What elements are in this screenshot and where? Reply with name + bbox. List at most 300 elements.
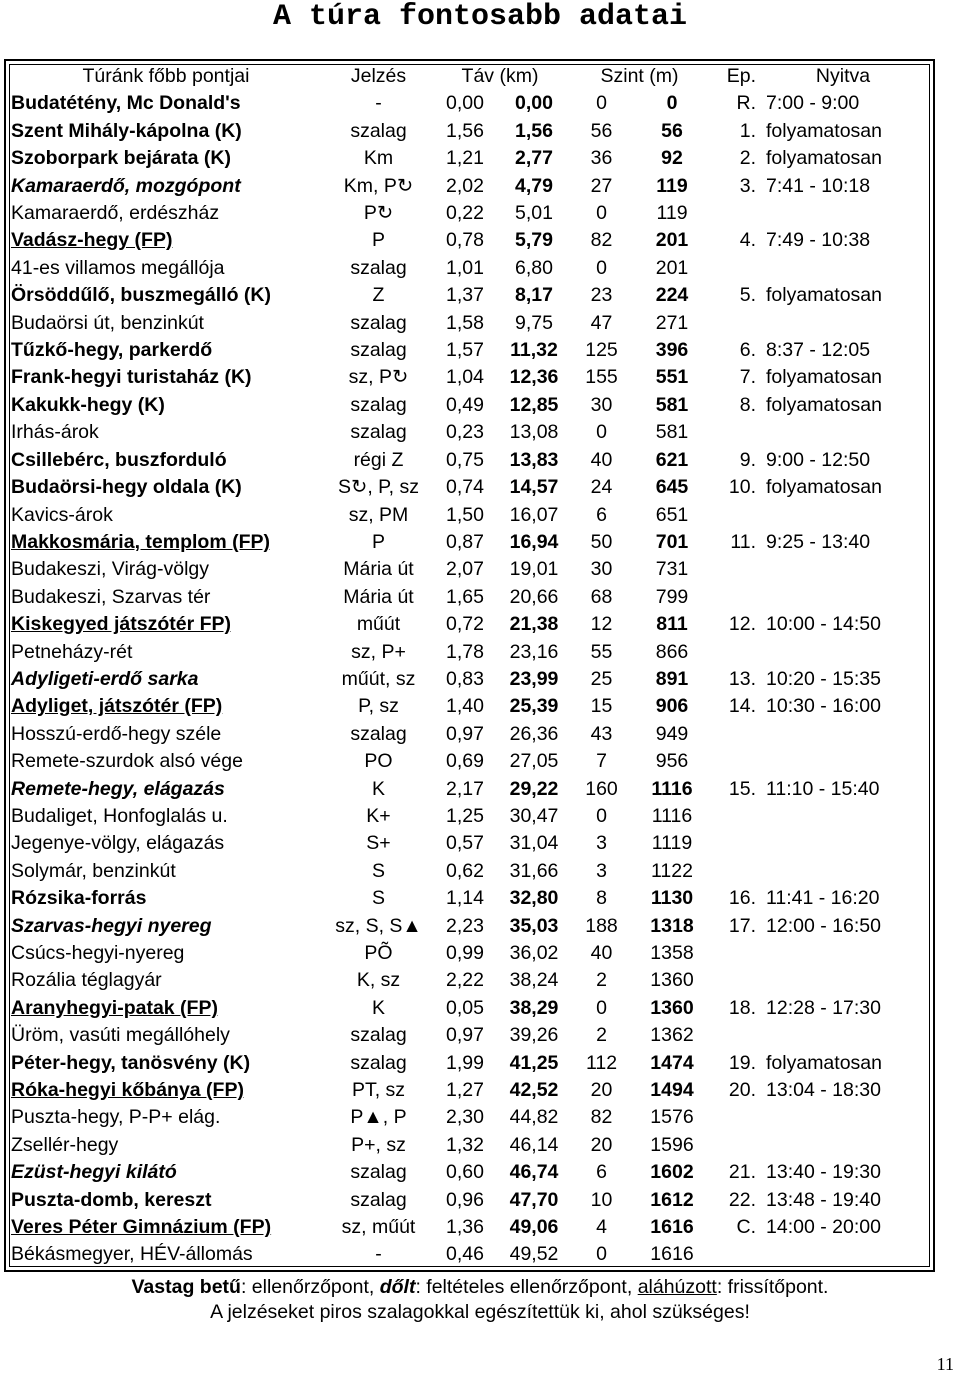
climb-cell: 47 bbox=[590, 311, 613, 334]
point-name: Jegenye-völgy, elágazás bbox=[11, 832, 225, 855]
open-hours-cell: folyamatosan bbox=[766, 476, 882, 499]
cumulative-climb-cell: 92 bbox=[661, 147, 683, 170]
sign-cell: szalag bbox=[350, 256, 407, 279]
point-name: Róka-hegyi kőbánya (FP) bbox=[11, 1079, 244, 1102]
point-name: Budaliget, Honfoglalás u. bbox=[11, 804, 228, 827]
distance-cell: 1,01 bbox=[446, 256, 484, 279]
sign-cell: P, sz bbox=[358, 695, 399, 718]
sign-cell: P▲, P bbox=[350, 1106, 407, 1129]
point-name: Petneházy-rét bbox=[11, 640, 133, 663]
cumulative-distance-cell: 49,06 bbox=[509, 1216, 559, 1239]
cumulative-climb-cell: 701 bbox=[655, 530, 689, 553]
header-checkpoint: Ep. bbox=[726, 65, 756, 87]
table-row bbox=[6, 666, 926, 693]
cumulative-climb-cell: 1474 bbox=[650, 1051, 694, 1074]
climb-cell: 0 bbox=[596, 256, 607, 279]
open-hours-cell: 8:37 - 12:05 bbox=[766, 339, 871, 362]
cumulative-climb-cell: 651 bbox=[655, 503, 689, 526]
cumulative-climb-cell: 1602 bbox=[650, 1161, 694, 1184]
cumulative-distance-cell: 14,57 bbox=[509, 476, 559, 499]
distance-cell: 2,30 bbox=[446, 1106, 484, 1129]
distance-cell: 1,56 bbox=[446, 119, 484, 142]
sign-cell: műút bbox=[356, 613, 401, 636]
distance-cell: 2,23 bbox=[446, 914, 484, 937]
cumulative-climb-cell: 119 bbox=[656, 202, 688, 225]
sign-cell: szalag bbox=[350, 1051, 407, 1074]
open-hours-cell: folyamatosan bbox=[766, 366, 882, 389]
table-row bbox=[6, 967, 926, 994]
cumulative-distance-cell: 12,85 bbox=[509, 393, 559, 416]
table-row bbox=[6, 474, 926, 501]
page-title: A túra fontosabb adatai bbox=[272, 0, 688, 34]
climb-cell: 55 bbox=[590, 640, 613, 663]
cumulative-distance-cell: 23,99 bbox=[509, 667, 559, 690]
checkpoint-cell bbox=[710, 1022, 760, 1049]
climb-cell: 40 bbox=[590, 942, 613, 964]
checkpoint-cell bbox=[710, 858, 760, 885]
distance-cell: 1,99 bbox=[446, 1051, 484, 1074]
cumulative-distance-cell: 13,83 bbox=[509, 448, 559, 471]
cumulative-distance-cell: 2,77 bbox=[515, 147, 553, 170]
open-hours-cell: 12:28 - 17:30 bbox=[766, 996, 881, 1019]
cumulative-distance-cell: 25,39 bbox=[509, 695, 559, 718]
climb-cell: 10 bbox=[590, 1188, 613, 1211]
legend-bold-term: Vastag betű bbox=[131, 1276, 241, 1298]
cumulative-distance-cell: 47,70 bbox=[509, 1188, 559, 1211]
open-hours-cell bbox=[760, 803, 926, 830]
open-hours-cell bbox=[760, 255, 926, 282]
header-distance: Táv (km) bbox=[461, 65, 539, 87]
distance-cell: 1,58 bbox=[446, 311, 484, 334]
cumulative-distance-cell: 46,74 bbox=[509, 1161, 559, 1184]
cumulative-distance-cell: 4,79 bbox=[515, 174, 553, 197]
open-hours-cell: folyamatosan bbox=[766, 119, 882, 142]
open-hours-cell: 14:00 - 20:00 bbox=[766, 1216, 881, 1239]
table-row bbox=[6, 913, 926, 940]
cumulative-climb-cell: 1318 bbox=[650, 914, 694, 937]
sign-cell: K+ bbox=[366, 804, 391, 827]
table-row bbox=[6, 310, 926, 337]
table-row bbox=[6, 227, 926, 254]
checkpoint-cell bbox=[710, 502, 760, 529]
table-row bbox=[6, 1022, 926, 1049]
sign-cell: szalag bbox=[350, 1188, 407, 1211]
sign-cell: sz, P+ bbox=[351, 640, 406, 663]
table-row bbox=[6, 502, 926, 529]
open-hours-cell bbox=[760, 419, 926, 446]
sign-cell: P bbox=[371, 229, 385, 252]
point-name: Budaörsi út, benzinkút bbox=[11, 311, 204, 334]
cumulative-climb-cell: 581 bbox=[655, 421, 689, 444]
cumulative-distance-cell: 46,14 bbox=[509, 1133, 559, 1156]
cumulative-climb-cell: 891 bbox=[655, 667, 689, 690]
table-row bbox=[6, 419, 926, 446]
checkpoint-cell bbox=[710, 556, 760, 583]
climb-cell: 188 bbox=[585, 914, 618, 937]
sign-cell: K bbox=[371, 777, 385, 800]
sign-cell: szalag bbox=[350, 722, 407, 745]
checkpoint-cell bbox=[710, 1241, 760, 1268]
sign-cell: K bbox=[371, 996, 385, 1019]
legend-underline-term: aláhúzott bbox=[637, 1276, 717, 1298]
point-name: Budaörsi-hegy oldala (K) bbox=[11, 476, 242, 499]
point-name: Adyligeti-erdő sarka bbox=[11, 667, 199, 690]
open-hours-cell: folyamatosan bbox=[766, 284, 882, 307]
checkpoint-cell: 15. bbox=[728, 777, 756, 800]
point-name: Vadász-hegy (FP) bbox=[11, 229, 173, 252]
climb-cell: 3 bbox=[596, 859, 607, 882]
point-name: Tűzkő-hegy, parkerdő bbox=[11, 339, 213, 362]
point-name: Ezüst-hegyi kilátó bbox=[11, 1161, 177, 1184]
cumulative-climb-cell: 1130 bbox=[650, 887, 694, 910]
table-row bbox=[6, 1077, 926, 1104]
climb-cell: 30 bbox=[590, 558, 613, 581]
header-sign: Jelzés bbox=[350, 65, 407, 87]
table-row bbox=[6, 1241, 926, 1268]
sign-cell: - bbox=[375, 92, 382, 115]
cumulative-distance-cell: 36,02 bbox=[509, 942, 559, 964]
cumulative-distance-cell: 5,79 bbox=[515, 229, 553, 252]
sign-cell: sz, PM bbox=[348, 503, 409, 526]
climb-cell: 20 bbox=[590, 1133, 613, 1156]
sign-cell: sz, P↻ bbox=[348, 366, 409, 389]
distance-cell: 1,14 bbox=[446, 887, 484, 910]
point-name: Hosszú-erdő-hegy széle bbox=[11, 722, 222, 745]
point-name: Péter-hegy, tanösvény (K) bbox=[11, 1051, 251, 1074]
sign-cell: szalag bbox=[350, 393, 407, 416]
table-row bbox=[6, 803, 926, 830]
sign-cell: régi Z bbox=[353, 448, 404, 471]
checkpoint-cell: 20. bbox=[728, 1079, 756, 1102]
point-name: Zsellér-hegy bbox=[11, 1133, 119, 1156]
checkpoint-cell bbox=[710, 967, 760, 994]
distance-cell: 0,22 bbox=[446, 202, 484, 225]
checkpoint-cell bbox=[710, 639, 760, 666]
open-hours-cell: 7:41 - 10:18 bbox=[766, 174, 871, 197]
open-hours-cell: 9:00 - 12:50 bbox=[766, 448, 871, 471]
climb-cell: 4 bbox=[596, 1216, 607, 1239]
cumulative-distance-cell: 23,16 bbox=[509, 640, 559, 663]
sign-cell: - bbox=[375, 1243, 382, 1266]
open-hours-cell bbox=[760, 748, 926, 775]
sign-cell: sz, S, S▲ bbox=[335, 914, 422, 937]
checkpoint-cell: 12. bbox=[728, 613, 756, 636]
open-hours-cell bbox=[760, 1132, 926, 1159]
table-row bbox=[6, 611, 926, 638]
table-row bbox=[6, 282, 926, 309]
sign-cell: Mária út bbox=[343, 585, 414, 608]
table-row bbox=[6, 885, 926, 912]
cumulative-distance-cell: 26,36 bbox=[509, 722, 559, 745]
cumulative-climb-cell: 1360 bbox=[650, 969, 694, 992]
open-hours-cell: 13:40 - 19:30 bbox=[766, 1161, 881, 1184]
sign-cell: szalag bbox=[350, 339, 407, 362]
table-row bbox=[6, 1187, 926, 1214]
cumulative-climb-cell: 621 bbox=[655, 448, 689, 471]
climb-cell: 2 bbox=[596, 969, 607, 992]
cumulative-distance-cell: 38,29 bbox=[509, 996, 559, 1019]
table-row bbox=[6, 255, 926, 282]
cumulative-distance-cell: 5,01 bbox=[515, 202, 553, 225]
open-hours-cell bbox=[760, 584, 926, 611]
checkpoint-cell: 13. bbox=[728, 667, 756, 690]
sign-cell: S↻, P, sz bbox=[337, 476, 419, 499]
distance-cell: 0,00 bbox=[446, 92, 484, 115]
table-row bbox=[6, 693, 926, 720]
open-hours-cell: 11:41 - 16:20 bbox=[766, 887, 880, 910]
climb-cell: 40 bbox=[590, 448, 613, 471]
checkpoint-cell bbox=[710, 940, 760, 967]
open-hours-cell bbox=[760, 830, 926, 857]
legend-bold-desc: : ellenőrzőpont, bbox=[240, 1276, 380, 1298]
sign-cell: K, sz bbox=[356, 969, 401, 992]
distance-cell: 2,02 bbox=[446, 174, 484, 197]
point-name: Rozália téglagyár bbox=[11, 969, 162, 992]
climb-cell: 12 bbox=[590, 613, 613, 636]
checkpoint-cell bbox=[710, 419, 760, 446]
header-points: Túránk főbb pontjai bbox=[82, 65, 250, 87]
point-name: Adyliget, játszótér (FP) bbox=[11, 695, 223, 718]
point-name: Frank-hegyi turistaház (K) bbox=[11, 366, 252, 389]
checkpoint-cell: 10. bbox=[728, 476, 756, 499]
table-row bbox=[6, 748, 926, 775]
climb-cell: 30 bbox=[590, 393, 613, 416]
checkpoint-cell: 5. bbox=[739, 284, 756, 307]
checkpoint-cell bbox=[710, 748, 760, 775]
table-row bbox=[6, 200, 926, 227]
cumulative-climb-cell: 224 bbox=[655, 284, 689, 307]
point-name: Kakukk-hegy (K) bbox=[11, 393, 165, 416]
open-hours-cell bbox=[760, 1104, 926, 1131]
cumulative-climb-cell: 1596 bbox=[650, 1133, 694, 1156]
distance-cell: 1,65 bbox=[446, 585, 484, 608]
climb-cell: 160 bbox=[585, 777, 618, 800]
cumulative-climb-cell: 1616 bbox=[650, 1243, 694, 1266]
open-hours-cell bbox=[760, 1241, 926, 1268]
open-hours-cell: 11:10 - 15:40 bbox=[766, 777, 880, 800]
cumulative-climb-cell: 731 bbox=[655, 558, 689, 581]
point-name: Szarvas-hegyi nyereg bbox=[11, 914, 212, 937]
cumulative-climb-cell: 1616 bbox=[650, 1216, 694, 1239]
table-row bbox=[6, 556, 926, 583]
checkpoint-cell bbox=[710, 200, 760, 227]
sign-cell: Z bbox=[372, 284, 385, 307]
cumulative-distance-cell: 16,94 bbox=[509, 530, 559, 553]
distance-cell: 0,57 bbox=[446, 832, 484, 855]
table-row bbox=[6, 639, 926, 666]
distance-cell: 0,96 bbox=[446, 1188, 484, 1211]
open-hours-cell bbox=[760, 858, 926, 885]
checkpoint-cell: 1. bbox=[739, 119, 756, 142]
sign-cell: sz, műút bbox=[341, 1216, 416, 1239]
cumulative-climb-cell: 201 bbox=[655, 256, 689, 279]
cumulative-distance-cell: 32,80 bbox=[509, 887, 559, 910]
table-row bbox=[6, 995, 926, 1022]
climb-cell: 82 bbox=[590, 1106, 613, 1129]
cumulative-distance-cell: 30,47 bbox=[509, 804, 559, 827]
cumulative-distance-cell: 27,05 bbox=[509, 750, 559, 773]
cumulative-climb-cell: 1576 bbox=[650, 1106, 694, 1129]
cumulative-distance-cell: 35,03 bbox=[509, 914, 559, 937]
checkpoint-cell: 11. bbox=[730, 530, 756, 553]
sign-cell: P↻ bbox=[363, 202, 394, 225]
open-hours-cell: folyamatosan bbox=[766, 393, 882, 416]
cumulative-climb-cell: 645 bbox=[655, 476, 689, 499]
cumulative-climb-cell: 906 bbox=[655, 695, 689, 718]
table-row bbox=[6, 830, 926, 857]
cumulative-distance-cell: 20,66 bbox=[509, 585, 559, 608]
open-hours-cell: 13:48 - 19:40 bbox=[766, 1188, 881, 1211]
open-hours-cell bbox=[760, 639, 926, 666]
climb-cell: 68 bbox=[590, 585, 613, 608]
open-hours-cell: 12:00 - 16:50 bbox=[766, 914, 881, 937]
cumulative-distance-cell: 29,22 bbox=[509, 777, 559, 800]
distance-cell: 0,49 bbox=[446, 393, 484, 416]
climb-cell: 0 bbox=[596, 421, 607, 444]
point-name: Szoborpark bejárata (K) bbox=[11, 147, 231, 170]
checkpoint-cell: 7. bbox=[739, 366, 756, 389]
cumulative-climb-cell: 811 bbox=[656, 613, 688, 636]
point-name: Kamaraerdő, erdészház bbox=[11, 202, 220, 225]
sign-cell: Km, P↻ bbox=[343, 174, 414, 197]
point-name: Remete-hegy, elágazás bbox=[11, 777, 225, 800]
cumulative-climb-cell: 1116 bbox=[651, 777, 693, 800]
distance-cell: 2,07 bbox=[446, 558, 484, 581]
distance-cell: 1,25 bbox=[446, 804, 484, 827]
distance-cell: 1,57 bbox=[446, 339, 484, 362]
cumulative-climb-cell: 56 bbox=[661, 119, 683, 142]
point-name: Aranyhegyi-patak (FP) bbox=[11, 996, 218, 1019]
point-name: Örsöddűlő, buszmegálló (K) bbox=[11, 284, 272, 307]
table-row bbox=[6, 447, 926, 474]
cumulative-distance-cell: 9,75 bbox=[515, 311, 553, 334]
cumulative-distance-cell: 19,01 bbox=[509, 558, 559, 581]
table-row bbox=[6, 1214, 926, 1241]
sign-cell: szalag bbox=[350, 311, 407, 334]
cumulative-distance-cell: 1,56 bbox=[515, 119, 553, 142]
point-name: Csillebérc, buszforduló bbox=[11, 448, 227, 471]
point-name: Rózsika-forrás bbox=[11, 887, 147, 910]
table-row bbox=[6, 90, 926, 117]
climb-cell: 0 bbox=[596, 1243, 607, 1266]
header-climb: Szint (m) bbox=[600, 65, 679, 87]
cumulative-distance-cell: 41,25 bbox=[509, 1051, 559, 1074]
cumulative-climb-cell: 1358 bbox=[650, 942, 694, 964]
distance-cell: 0,78 bbox=[446, 229, 484, 252]
page-number: 11 bbox=[936, 1354, 954, 1374]
checkpoint-cell: 9. bbox=[739, 448, 756, 471]
checkpoint-cell bbox=[710, 255, 760, 282]
cumulative-climb-cell: 1122 bbox=[651, 859, 693, 882]
checkpoint-cell bbox=[710, 830, 760, 857]
distance-cell: 2,22 bbox=[446, 969, 484, 992]
climb-cell: 0 bbox=[596, 804, 607, 827]
point-name: Solymár, benzinkút bbox=[11, 859, 176, 882]
cumulative-climb-cell: 0 bbox=[666, 92, 678, 115]
distance-cell: 0,75 bbox=[446, 448, 484, 471]
table-row bbox=[6, 529, 926, 556]
checkpoint-cell: 19. bbox=[728, 1051, 756, 1074]
cumulative-distance-cell: 31,66 bbox=[509, 859, 559, 882]
climb-cell: 43 bbox=[590, 722, 613, 745]
climb-cell: 2 bbox=[596, 1024, 607, 1047]
cumulative-climb-cell: 1362 bbox=[650, 1024, 694, 1047]
cumulative-distance-cell: 11,32 bbox=[510, 339, 558, 362]
climb-cell: 8 bbox=[596, 887, 607, 910]
distance-cell: 1,50 bbox=[446, 503, 484, 526]
climb-cell: 7 bbox=[596, 750, 607, 773]
sign-cell: szalag bbox=[350, 1024, 407, 1047]
cumulative-distance-cell: 21,38 bbox=[509, 613, 559, 636]
open-hours-cell bbox=[760, 1022, 926, 1049]
distance-cell: 0,99 bbox=[446, 942, 484, 964]
open-hours-cell bbox=[760, 967, 926, 994]
cumulative-climb-cell: 1360 bbox=[650, 996, 694, 1019]
table-row bbox=[6, 173, 926, 200]
cumulative-distance-cell: 13,08 bbox=[509, 421, 559, 444]
table-row bbox=[6, 1159, 926, 1186]
climb-cell: 15 bbox=[590, 695, 613, 718]
cumulative-distance-cell: 39,26 bbox=[509, 1024, 559, 1047]
open-hours-cell bbox=[760, 556, 926, 583]
legend-italic-term: dőlt bbox=[379, 1276, 416, 1298]
legend-note: A jelzéseket piros szalagokkal egészítettük ki, ahol szükséges! bbox=[210, 1301, 750, 1323]
climb-cell: 25 bbox=[590, 667, 613, 690]
sign-cell: P bbox=[371, 530, 385, 553]
cumulative-distance-cell: 6,80 bbox=[515, 256, 553, 279]
cumulative-distance-cell: 8,17 bbox=[515, 284, 553, 307]
cumulative-climb-cell: 119 bbox=[656, 174, 688, 197]
legend-line bbox=[0, 1275, 960, 1300]
distance-cell: 1,27 bbox=[446, 1079, 484, 1102]
climb-cell: 50 bbox=[590, 530, 613, 553]
cumulative-climb-cell: 949 bbox=[655, 722, 689, 745]
checkpoint-cell: 8. bbox=[739, 393, 756, 416]
distance-cell: 0,87 bbox=[446, 530, 484, 553]
climb-cell: 23 bbox=[590, 284, 613, 307]
checkpoint-cell: 21. bbox=[728, 1161, 756, 1184]
climb-cell: 0 bbox=[596, 202, 607, 225]
climb-cell: 82 bbox=[590, 229, 613, 252]
open-hours-cell: 9:25 - 13:40 bbox=[766, 530, 871, 553]
open-hours-cell: 10:20 - 15:35 bbox=[766, 667, 881, 690]
checkpoint-cell: 17. bbox=[728, 914, 756, 937]
checkpoint-cell: R. bbox=[736, 92, 756, 115]
distance-cell: 0,97 bbox=[446, 1024, 484, 1047]
cumulative-climb-cell: 581 bbox=[655, 393, 689, 416]
distance-cell: 0,72 bbox=[446, 613, 484, 636]
distance-cell: 2,17 bbox=[446, 777, 484, 800]
checkpoint-cell: 6. bbox=[739, 339, 756, 362]
legend-underline-desc: : frissítőpont. bbox=[716, 1276, 829, 1298]
point-name: Békásmegyer, HÉV-állomás bbox=[11, 1243, 253, 1266]
distance-cell: 1,36 bbox=[446, 1216, 484, 1239]
point-name: Puszta-hegy, P-P+ elág. bbox=[11, 1106, 221, 1129]
point-name: Makkosmária, templom (FP) bbox=[11, 530, 270, 553]
open-hours-cell: 10:30 - 16:00 bbox=[766, 695, 881, 718]
cumulative-climb-cell: 799 bbox=[655, 585, 689, 608]
cumulative-climb-cell: 1119 bbox=[651, 832, 693, 855]
open-hours-cell bbox=[760, 721, 926, 748]
cumulative-climb-cell: 956 bbox=[655, 750, 689, 773]
climb-cell: 0 bbox=[596, 92, 607, 115]
cumulative-climb-cell: 1116 bbox=[651, 804, 693, 827]
point-name: 41-es villamos megállója bbox=[11, 256, 225, 279]
cumulative-climb-cell: 1494 bbox=[650, 1079, 694, 1102]
point-name: Szent Mihály-kápolna (K) bbox=[11, 119, 242, 142]
table-row bbox=[6, 1050, 926, 1077]
distance-cell: 1,40 bbox=[446, 695, 484, 718]
